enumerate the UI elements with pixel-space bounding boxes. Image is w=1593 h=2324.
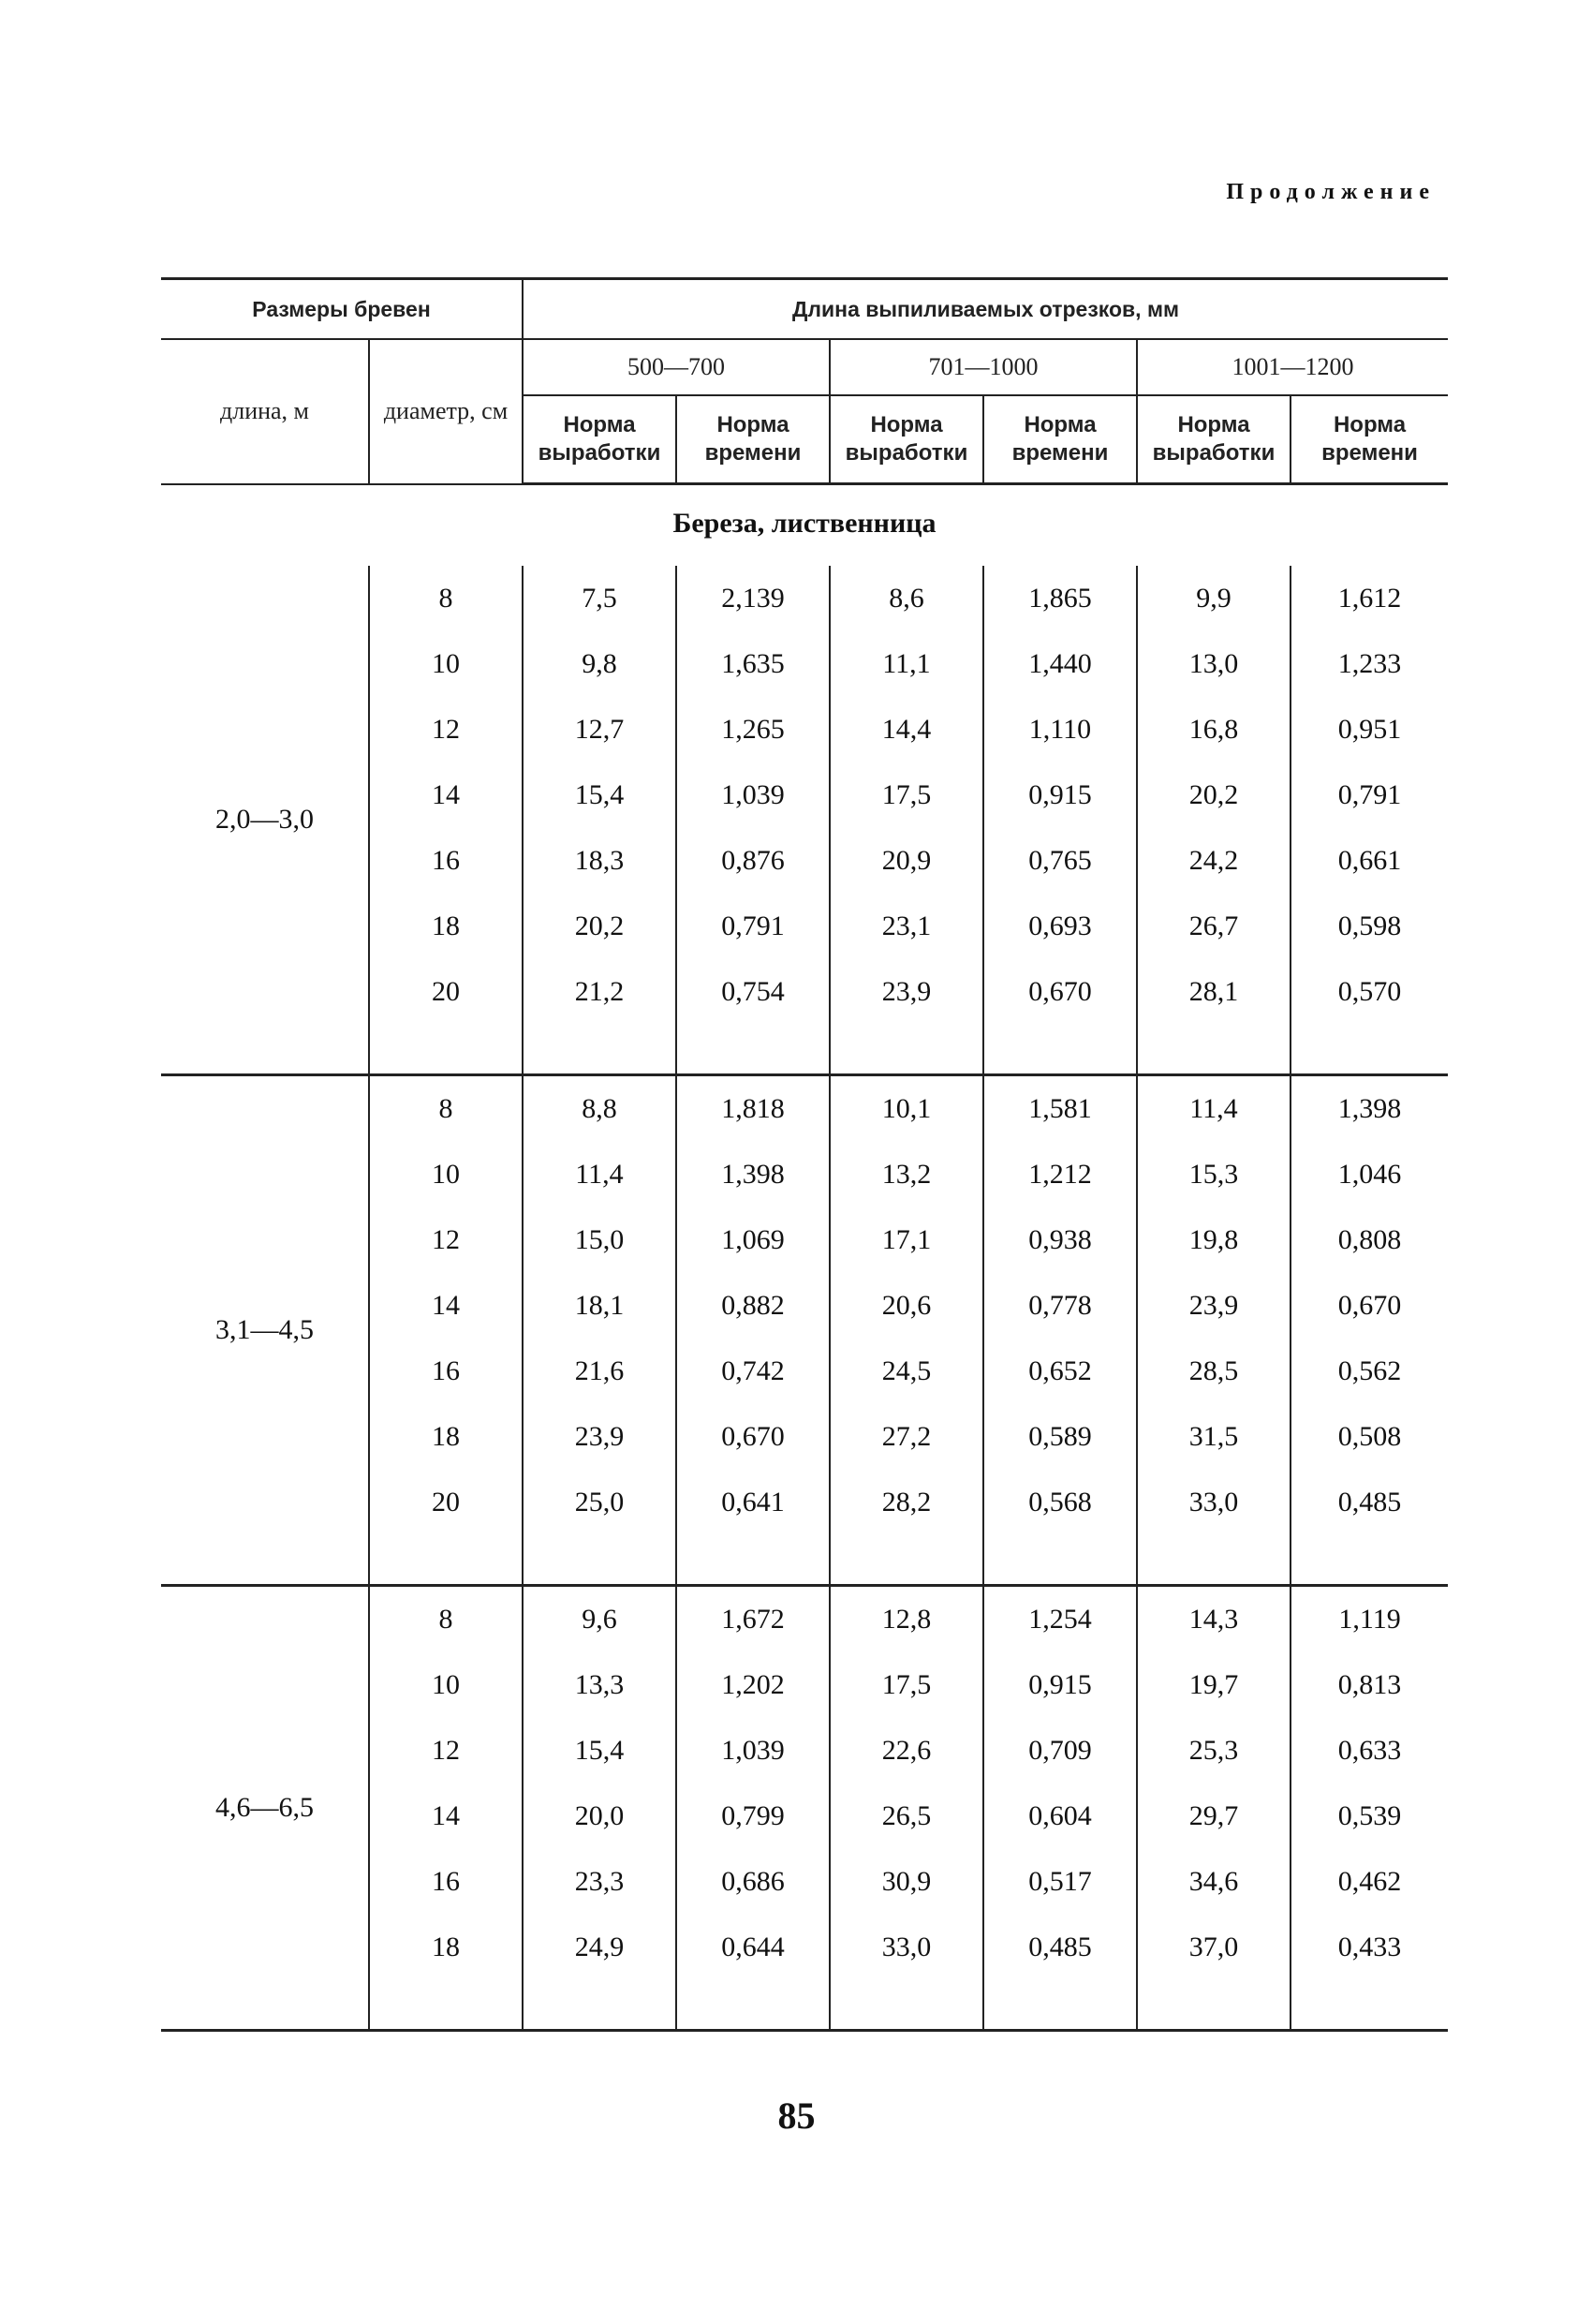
diameter-cell: 8 bbox=[369, 1075, 523, 1143]
diameter-cell: 8 bbox=[369, 1586, 523, 1653]
norm-time-cell: 1,398 bbox=[676, 1142, 830, 1207]
norm-output-cell: 13,2 bbox=[830, 1142, 983, 1207]
table-row bbox=[161, 1075, 1448, 1143]
header-norm-time: Норма времени bbox=[676, 395, 830, 484]
norm-output-cell: 24,5 bbox=[830, 1339, 983, 1404]
diameter-cell: 16 bbox=[369, 828, 523, 894]
norm-output-cell: 34,6 bbox=[1137, 1849, 1291, 1915]
header-norm-output: Норма выработки bbox=[830, 395, 983, 484]
norm-output-cell: 18,3 bbox=[523, 828, 676, 894]
norm-output-cell: 23,3 bbox=[523, 1849, 676, 1915]
norm-time-cell: 0,709 bbox=[983, 1718, 1137, 1784]
norm-output-cell: 17,5 bbox=[830, 762, 983, 828]
norm-time-cell: 1,865 bbox=[983, 566, 1137, 631]
norm-output-cell: 20,0 bbox=[523, 1784, 676, 1849]
norm-time-cell: 0,778 bbox=[983, 1273, 1137, 1339]
norm-time-cell: 1,233 bbox=[1291, 631, 1448, 697]
norm-output-cell: 10,1 bbox=[830, 1075, 983, 1143]
header-range: 500—700 bbox=[523, 339, 830, 395]
spacer-cell bbox=[369, 1980, 523, 2031]
norm-time-cell: 0,938 bbox=[983, 1207, 1137, 1273]
spacer-cell bbox=[830, 1025, 983, 1075]
diameter-cell: 10 bbox=[369, 631, 523, 697]
norm-output-cell: 30,9 bbox=[830, 1849, 983, 1915]
norm-output-cell: 19,7 bbox=[1137, 1652, 1291, 1718]
norm-time-cell: 0,485 bbox=[1291, 1470, 1448, 1535]
norm-output-cell: 28,1 bbox=[1137, 959, 1291, 1025]
norm-output-cell: 23,9 bbox=[523, 1404, 676, 1470]
spacer-cell bbox=[369, 1025, 523, 1075]
norm-output-cell: 15,0 bbox=[523, 1207, 676, 1273]
norm-output-cell: 18,1 bbox=[523, 1273, 676, 1339]
norm-time-cell: 0,644 bbox=[676, 1915, 830, 1980]
norm-output-cell: 28,2 bbox=[830, 1470, 983, 1535]
norm-time-cell: 0,485 bbox=[983, 1915, 1137, 1980]
norm-output-cell: 28,5 bbox=[1137, 1339, 1291, 1404]
norm-time-cell: 0,951 bbox=[1291, 697, 1448, 762]
table-row bbox=[161, 1586, 1448, 1653]
norm-time-cell: 0,754 bbox=[676, 959, 830, 1025]
norm-time-cell: 1,046 bbox=[1291, 1142, 1448, 1207]
spacer-cell bbox=[1137, 1980, 1291, 2031]
norm-time-cell: 0,562 bbox=[1291, 1339, 1448, 1404]
spacer-cell bbox=[676, 1980, 830, 2031]
norm-time-cell: 1,110 bbox=[983, 697, 1137, 762]
header-range: 1001—1200 bbox=[1137, 339, 1448, 395]
norm-output-cell: 17,1 bbox=[830, 1207, 983, 1273]
table-header bbox=[161, 279, 1448, 484]
norm-output-cell: 8,6 bbox=[830, 566, 983, 631]
norm-output-cell: 9,6 bbox=[523, 1586, 676, 1653]
header-norm-output: Норма выработки bbox=[523, 395, 676, 484]
norm-time-cell: 1,254 bbox=[983, 1586, 1137, 1653]
header-range: 701—1000 bbox=[830, 339, 1137, 395]
diameter-cell: 18 bbox=[369, 1915, 523, 1980]
norm-output-cell: 33,0 bbox=[1137, 1470, 1291, 1535]
header-diameter: диаметр, см bbox=[369, 339, 523, 484]
diameter-cell: 10 bbox=[369, 1142, 523, 1207]
norm-time-cell: 0,799 bbox=[676, 1784, 830, 1849]
norm-time-cell: 1,398 bbox=[1291, 1075, 1448, 1143]
norm-time-cell: 0,693 bbox=[983, 894, 1137, 959]
spacer-cell bbox=[523, 1980, 676, 2031]
norm-output-cell: 24,9 bbox=[523, 1915, 676, 1980]
norm-output-cell: 15,4 bbox=[523, 762, 676, 828]
spacer-cell bbox=[1291, 1535, 1448, 1586]
norm-time-cell: 1,818 bbox=[676, 1075, 830, 1143]
header-length: длина, м bbox=[161, 339, 369, 484]
norm-time-cell: 0,641 bbox=[676, 1470, 830, 1535]
norm-output-cell: 25,3 bbox=[1137, 1718, 1291, 1784]
norm-time-cell: 0,604 bbox=[983, 1784, 1137, 1849]
norm-time-cell: 0,589 bbox=[983, 1404, 1137, 1470]
norm-time-cell: 0,508 bbox=[1291, 1404, 1448, 1470]
diameter-cell: 10 bbox=[369, 1652, 523, 1718]
norm-output-cell: 33,0 bbox=[830, 1915, 983, 1980]
norm-output-cell: 11,4 bbox=[523, 1142, 676, 1207]
norm-time-cell: 0,517 bbox=[983, 1849, 1137, 1915]
norm-output-cell: 13,3 bbox=[523, 1652, 676, 1718]
table-body bbox=[161, 484, 1448, 2031]
norm-time-cell: 1,039 bbox=[676, 762, 830, 828]
spacer-cell bbox=[369, 1535, 523, 1586]
diameter-cell: 16 bbox=[369, 1849, 523, 1915]
norm-time-cell: 1,612 bbox=[1291, 566, 1448, 631]
norm-time-cell: 0,876 bbox=[676, 828, 830, 894]
norm-time-cell: 0,915 bbox=[983, 1652, 1137, 1718]
spacer-cell bbox=[983, 1980, 1137, 2031]
norm-output-cell: 11,1 bbox=[830, 631, 983, 697]
norm-output-cell: 11,4 bbox=[1137, 1075, 1291, 1143]
norms-table bbox=[161, 277, 1448, 2032]
norm-output-cell: 26,5 bbox=[830, 1784, 983, 1849]
diameter-cell: 14 bbox=[369, 1784, 523, 1849]
diameter-cell: 12 bbox=[369, 1207, 523, 1273]
norm-time-cell: 0,765 bbox=[983, 828, 1137, 894]
norm-time-cell: 0,791 bbox=[676, 894, 830, 959]
spacer-cell bbox=[523, 1025, 676, 1075]
diameter-cell: 12 bbox=[369, 1718, 523, 1784]
diameter-cell: 20 bbox=[369, 1470, 523, 1535]
norm-output-cell: 20,6 bbox=[830, 1273, 983, 1339]
header-cut-length: Длина выпиливаемых отрезков, мм bbox=[523, 279, 1448, 340]
norm-output-cell: 31,5 bbox=[1137, 1404, 1291, 1470]
norm-time-cell: 1,440 bbox=[983, 631, 1137, 697]
norm-time-cell: 0,791 bbox=[1291, 762, 1448, 828]
norm-time-cell: 1,212 bbox=[983, 1142, 1137, 1207]
header-norm-output: Норма выработки bbox=[1137, 395, 1291, 484]
norm-time-cell: 1,635 bbox=[676, 631, 830, 697]
norm-output-cell: 15,4 bbox=[523, 1718, 676, 1784]
norm-output-cell: 14,4 bbox=[830, 697, 983, 762]
norm-time-cell: 1,672 bbox=[676, 1586, 830, 1653]
norm-output-cell: 20,9 bbox=[830, 828, 983, 894]
norm-output-cell: 17,5 bbox=[830, 1652, 983, 1718]
norm-time-cell: 0,670 bbox=[676, 1404, 830, 1470]
norm-time-cell: 0,633 bbox=[1291, 1718, 1448, 1784]
section-title: Береза, лиственница bbox=[672, 508, 937, 539]
spacer-cell bbox=[523, 1535, 676, 1586]
norm-output-cell: 7,5 bbox=[523, 566, 676, 631]
length-cell: 4,6—6,5 bbox=[161, 1586, 369, 2031]
norm-output-cell: 23,9 bbox=[830, 959, 983, 1025]
spacer-cell bbox=[676, 1535, 830, 1586]
norm-output-cell: 23,9 bbox=[1137, 1273, 1291, 1339]
header-norm-time: Норма времени bbox=[1291, 395, 1448, 484]
norm-output-cell: 15,3 bbox=[1137, 1142, 1291, 1207]
norm-time-cell: 0,882 bbox=[676, 1273, 830, 1339]
norm-output-cell: 29,7 bbox=[1137, 1784, 1291, 1849]
norm-output-cell: 23,1 bbox=[830, 894, 983, 959]
spacer-cell bbox=[830, 1980, 983, 2031]
norm-time-cell: 1,039 bbox=[676, 1718, 830, 1784]
page-number: 85 bbox=[777, 2095, 816, 2137]
diameter-cell: 14 bbox=[369, 762, 523, 828]
norm-output-cell: 26,7 bbox=[1137, 894, 1291, 959]
norm-time-cell: 1,119 bbox=[1291, 1586, 1448, 1653]
norm-time-cell: 0,539 bbox=[1291, 1784, 1448, 1849]
norm-time-cell: 0,570 bbox=[1291, 959, 1448, 1025]
norm-output-cell: 20,2 bbox=[1137, 762, 1291, 828]
norm-output-cell: 13,0 bbox=[1137, 631, 1291, 697]
norm-time-cell: 2,139 bbox=[676, 566, 830, 631]
norm-time-cell: 1,069 bbox=[676, 1207, 830, 1273]
spacer-cell bbox=[1291, 1980, 1448, 2031]
norm-output-cell: 16,8 bbox=[1137, 697, 1291, 762]
norm-time-cell: 1,581 bbox=[983, 1075, 1137, 1143]
norm-time-cell: 0,670 bbox=[983, 959, 1137, 1025]
spacer-cell bbox=[1291, 1025, 1448, 1075]
norm-time-cell: 0,661 bbox=[1291, 828, 1448, 894]
norm-output-cell: 12,7 bbox=[523, 697, 676, 762]
norm-output-cell: 21,2 bbox=[523, 959, 676, 1025]
spacer-cell bbox=[983, 1535, 1137, 1586]
norm-output-cell: 20,2 bbox=[523, 894, 676, 959]
norm-output-cell: 37,0 bbox=[1137, 1915, 1291, 1980]
norm-output-cell: 21,6 bbox=[523, 1339, 676, 1404]
norm-output-cell: 24,2 bbox=[1137, 828, 1291, 894]
norm-time-cell: 0,742 bbox=[676, 1339, 830, 1404]
spacer-cell bbox=[676, 1025, 830, 1075]
norm-time-cell: 0,670 bbox=[1291, 1273, 1448, 1339]
norm-output-cell: 9,8 bbox=[523, 631, 676, 697]
length-cell: 3,1—4,5 bbox=[161, 1075, 369, 1586]
diameter-cell: 12 bbox=[369, 697, 523, 762]
spacer-cell bbox=[1137, 1535, 1291, 1586]
diameter-cell: 18 bbox=[369, 1404, 523, 1470]
norm-time-cell: 1,265 bbox=[676, 697, 830, 762]
norm-output-cell: 19,8 bbox=[1137, 1207, 1291, 1273]
table-row bbox=[161, 566, 1448, 631]
norm-time-cell: 0,915 bbox=[983, 762, 1137, 828]
header-norm-time: Норма времени bbox=[983, 395, 1137, 484]
norm-time-cell: 0,568 bbox=[983, 1470, 1137, 1535]
norm-time-cell: 0,652 bbox=[983, 1339, 1137, 1404]
continuation-label: Продолжение bbox=[1226, 180, 1436, 204]
norm-output-cell: 8,8 bbox=[523, 1075, 676, 1143]
norm-time-cell: 0,598 bbox=[1291, 894, 1448, 959]
norm-time-cell: 0,686 bbox=[676, 1849, 830, 1915]
diameter-cell: 20 bbox=[369, 959, 523, 1025]
diameter-cell: 16 bbox=[369, 1339, 523, 1404]
norm-time-cell: 0,813 bbox=[1291, 1652, 1448, 1718]
norm-time-cell: 0,462 bbox=[1291, 1849, 1448, 1915]
header-log-sizes: Размеры бревен bbox=[161, 279, 523, 340]
diameter-cell: 18 bbox=[369, 894, 523, 959]
norm-time-cell: 0,433 bbox=[1291, 1915, 1448, 1980]
norm-output-cell: 25,0 bbox=[523, 1470, 676, 1535]
spacer-cell bbox=[983, 1025, 1137, 1075]
norm-time-cell: 1,202 bbox=[676, 1652, 830, 1718]
diameter-cell: 14 bbox=[369, 1273, 523, 1339]
spacer-cell bbox=[830, 1535, 983, 1586]
norm-output-cell: 27,2 bbox=[830, 1404, 983, 1470]
norm-output-cell: 14,3 bbox=[1137, 1586, 1291, 1653]
norm-output-cell: 22,6 bbox=[830, 1718, 983, 1784]
norm-output-cell: 12,8 bbox=[830, 1586, 983, 1653]
norm-time-cell: 0,808 bbox=[1291, 1207, 1448, 1273]
spacer-cell bbox=[1137, 1025, 1291, 1075]
norm-output-cell: 9,9 bbox=[1137, 566, 1291, 631]
length-cell: 2,0—3,0 bbox=[161, 566, 369, 1075]
diameter-cell: 8 bbox=[369, 566, 523, 631]
